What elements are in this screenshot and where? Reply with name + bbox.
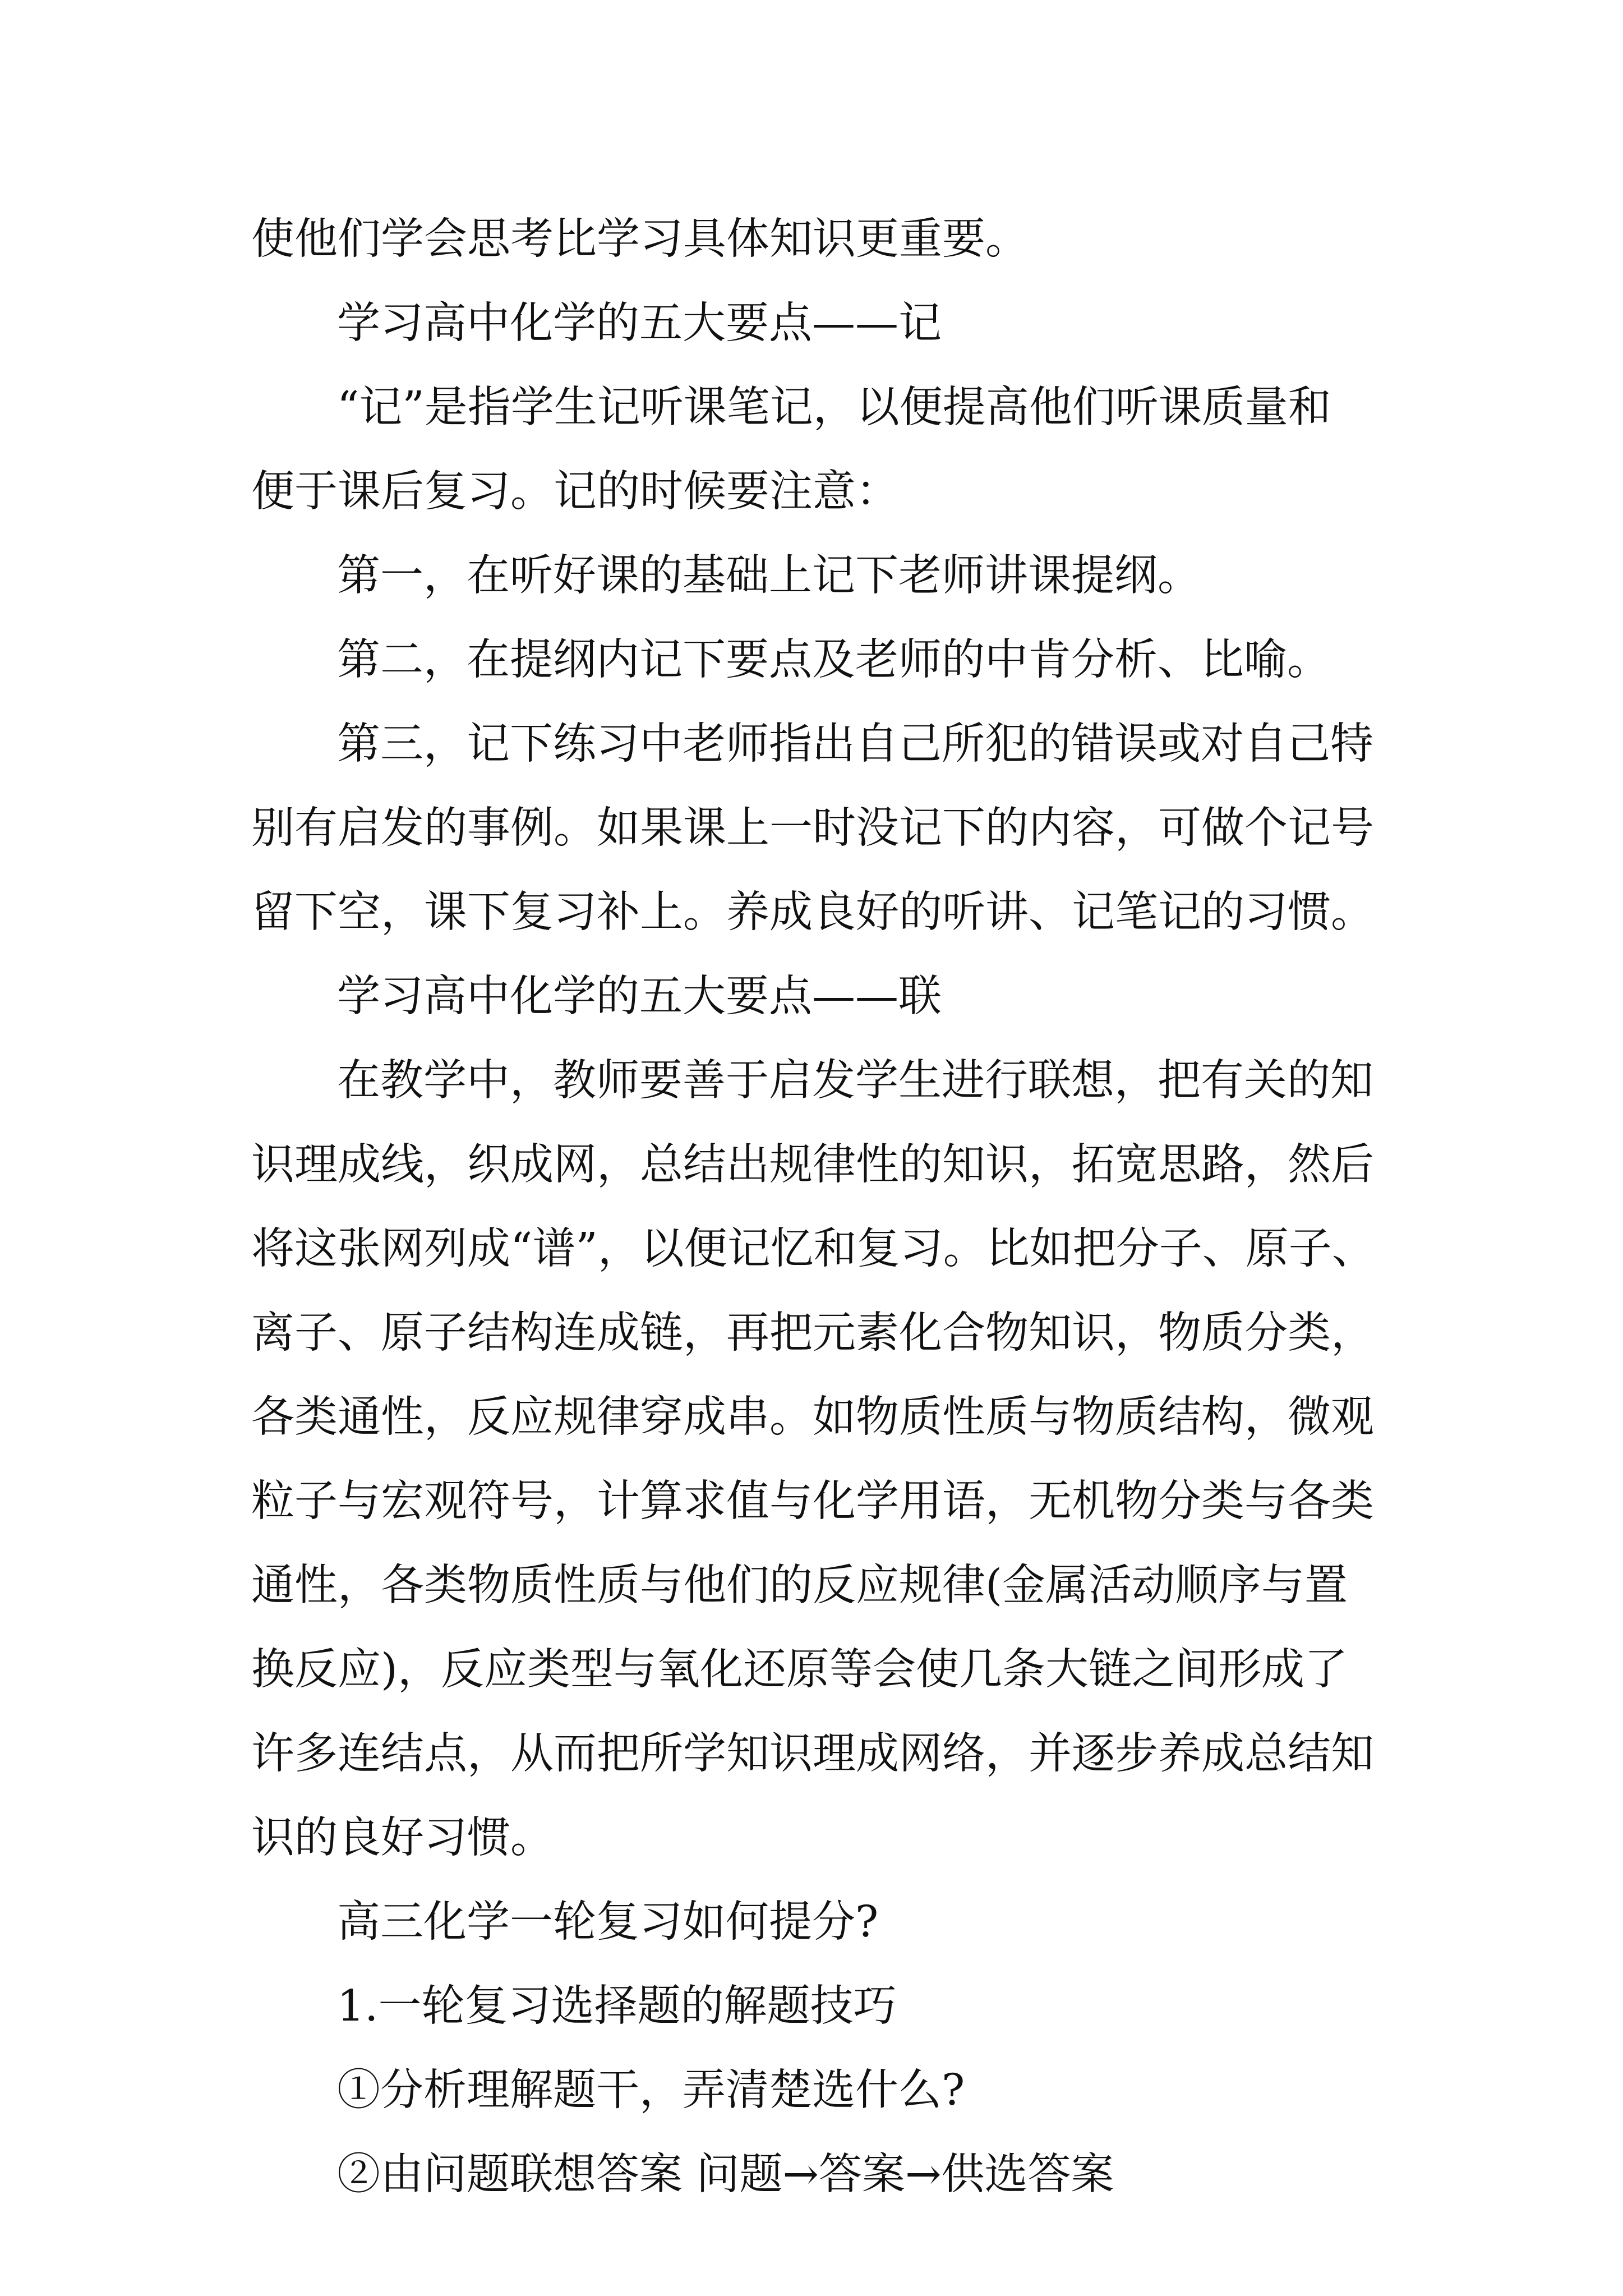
text-line-1: 使他们学会思考比学习具体知识更重要。 — [251, 214, 1029, 264]
section-heading-review: 高三化学一轮复习如何提分? — [337, 1897, 879, 1947]
list-item-circled-1: ①分析理解题干，弄清楚选什么? — [337, 2065, 965, 2115]
text-line-20: 识的良好习惯。 — [251, 1813, 554, 1863]
text-line-3: “记”是指学生记听课笔记，以便提高他们听课质量和 — [337, 383, 1331, 432]
text-line-16: 粒子与宏观符号，计算求值与化学用语，无机物分类与各类 — [251, 1476, 1374, 1526]
text-line-12: 识理成线，织成网，总结出规律性的知识，拓宽思路，然后 — [251, 1140, 1374, 1190]
text-line-9: 留下空，课下复习补上。养成良好的听讲、记笔记的习惯。 — [251, 887, 1374, 937]
text-line-13: 将这张网列成“谱”，以便记忆和复习。比如把分子、原子、 — [251, 1224, 1375, 1274]
text-line-7: 第三，记下练习中老师指出自己所犯的错误或对自己特 — [337, 719, 1373, 769]
text-line-4: 便于课后复习。记的时候要注意： — [251, 467, 899, 517]
list-item-1: 1.一轮复习选择题的解题技巧 — [337, 1981, 897, 2031]
text-line-8: 别有启发的事例。如果课上一时没记下的内容，可做个记号 — [251, 803, 1374, 853]
text-line-11: 在教学中，教师要善于启发学生进行联想，把有关的知 — [337, 1056, 1373, 1106]
section-heading-lian: 学习高中化学的五大要点——联 — [337, 972, 942, 1022]
text-line-15: 各类通性，反应规律穿成串。如物质性质与物质结构，微观 — [251, 1392, 1374, 1442]
text-line-18: 换反应)，反应类型与氧化还原等会使几条大链之间形成了 — [251, 1645, 1348, 1695]
text-line-17: 通性，各类物质性质与他们的反应规律(金属活动顺序与置 — [251, 1561, 1348, 1611]
list-item-circled-2: ②由问题联想答案 问题→答案→供选答案 — [337, 2150, 1114, 2200]
text-line-5: 第一，在听好课的基础上记下老师讲课提纲。 — [337, 551, 1201, 601]
section-heading-ji: 学习高中化学的五大要点——记 — [337, 298, 942, 348]
text-line-14: 离子、原子结构连成链，再把元素化合物知识，物质分类， — [251, 1308, 1374, 1358]
text-line-19: 许多连结点，从而把所学知识理成网络，并逐步养成总结知 — [251, 1729, 1374, 1779]
text-line-6: 第二，在提纲内记下要点及老师的中肯分析、比喻。 — [337, 635, 1330, 685]
